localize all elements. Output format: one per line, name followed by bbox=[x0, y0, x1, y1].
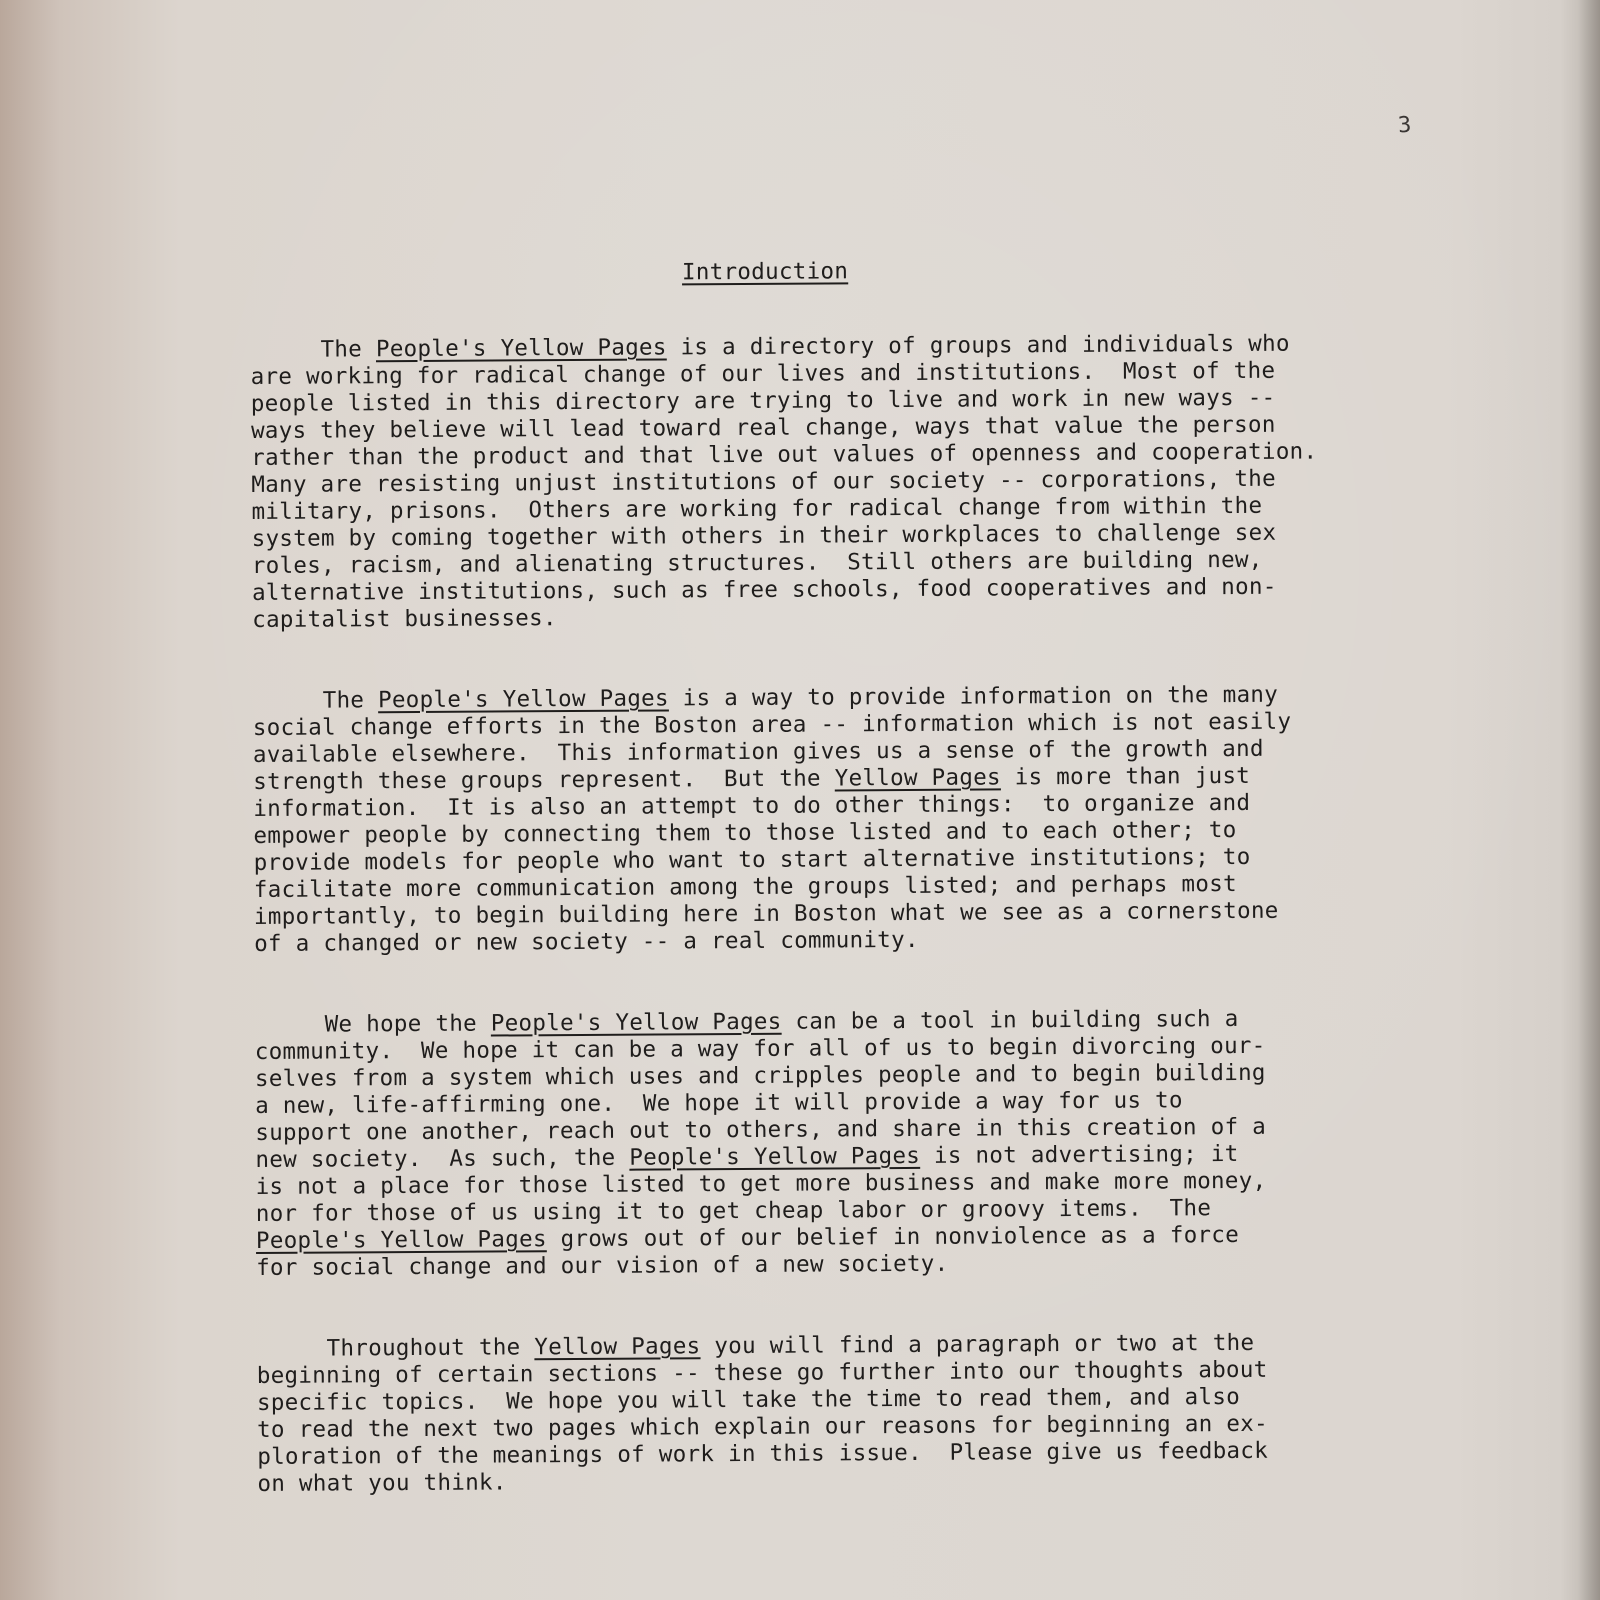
text-run: support one another, reach out to others, and share in this creation of a bbox=[255, 1113, 1267, 1146]
text-run: We hope the bbox=[324, 1010, 491, 1038]
text-run: is not a place for those listed to get more business and make more money, bbox=[255, 1167, 1267, 1200]
text-run: provide models for people who want to start alternative institutions; to bbox=[253, 843, 1251, 876]
text-run: ways they believe will lead toward real change, ways that value the person bbox=[250, 411, 1276, 444]
text-run: capitalist businesses. bbox=[252, 605, 557, 633]
text-run: can be a tool in building such a bbox=[781, 1005, 1239, 1035]
underlined-title: Yellow Pages bbox=[834, 764, 1001, 792]
text-run: ploration of the meanings of work in this issue. Please give us feedback bbox=[257, 1437, 1269, 1470]
text-run: Many are resisting unjust institutions of our society -- corporations, the bbox=[251, 465, 1277, 498]
underlined-title: People's Yellow Pages bbox=[375, 334, 667, 363]
paragraph bbox=[255, 1005, 1327, 1282]
text-run: grows out of our belief in nonviolence as a force bbox=[546, 1221, 1240, 1253]
text-line bbox=[252, 600, 1322, 634]
text-run: on what you think. bbox=[257, 1469, 507, 1497]
text-run: community. We hope it can be a way for all of us to begin divorcing our- bbox=[254, 1032, 1266, 1065]
text-run: empower people by connecting them to those listed and to each other; to bbox=[253, 816, 1237, 849]
underlined-title: People's Yellow Pages bbox=[377, 685, 669, 714]
text-run: to read the next two pages which explain our reasons for beginning an ex- bbox=[257, 1410, 1268, 1443]
underlined-title: Yellow Pages bbox=[534, 1333, 701, 1361]
text-run: people listed in this directory are trying to live and work in new ways -- bbox=[250, 384, 1276, 417]
text-run: facilitate more communication among the groups listed; and perhaps most bbox=[253, 870, 1237, 903]
text-run: available elsewhere. This information gives us a sense of the growth and bbox=[252, 735, 1264, 768]
text-run: are working for radical change of our lives and institutions. Most of the bbox=[250, 357, 1276, 390]
text-run: specific topics. We hope you will take the time to read them, and also bbox=[256, 1383, 1241, 1416]
underlined-title: People's Yellow Pages bbox=[255, 1226, 547, 1254]
paragraph bbox=[257, 1329, 1328, 1498]
text-run: selves from a system which uses and cripples people and to begin building bbox=[254, 1059, 1266, 1092]
text-run: alternative institutions, such as free schools, food cooperatives and non- bbox=[251, 573, 1277, 606]
underlined-title: People's Yellow Pages bbox=[490, 1008, 782, 1037]
text-run: importantly, to begin building here in Boston what we see as a cornerstone bbox=[253, 897, 1279, 930]
text-run: is more than just bbox=[1000, 762, 1251, 791]
text-run: social change efforts in the Boston area -- information which is not easily bbox=[252, 708, 1292, 741]
text-run: is a directory of groups and individuals who bbox=[666, 330, 1290, 361]
body-text bbox=[250, 330, 1327, 1498]
text-run: Throughout the bbox=[326, 1334, 535, 1362]
text-run: information. It is also an attempt to do other things: to organize and bbox=[253, 789, 1251, 822]
text-line bbox=[256, 1248, 1326, 1282]
text-run: The bbox=[320, 336, 377, 363]
page-title: Introduction bbox=[681, 258, 849, 286]
text-run: strength these groups represent. But the bbox=[253, 765, 835, 795]
text-run: you will find a paragraph or two at the bbox=[700, 1329, 1255, 1360]
text-run: is a way to provide information on the many bbox=[668, 681, 1279, 712]
text-run: The bbox=[322, 687, 379, 714]
text-run: new society. As such, the bbox=[255, 1144, 630, 1173]
paragraph bbox=[250, 330, 1322, 634]
text-run: nor for those of us using it to get cheap labor or groovy items. The bbox=[255, 1195, 1212, 1227]
page-edge-shadow bbox=[1578, 0, 1600, 1600]
text-run: for social change and our vision of a new society. bbox=[256, 1250, 949, 1281]
text-run: beginning of certain sections -- these go further into our thoughts about bbox=[256, 1356, 1268, 1389]
text-run: roles, racism, and alienating structures. Still others are building new, bbox=[251, 546, 1263, 579]
text-line bbox=[257, 1464, 1327, 1498]
text-run: rather than the product and that live out values of openness and cooperation. bbox=[251, 438, 1318, 471]
document-page bbox=[250, 255, 1328, 1552]
paragraph bbox=[253, 681, 1325, 958]
text-run: of a changed or new society -- a real community. bbox=[254, 926, 919, 957]
text-run: military, prisons. Others are working for radical change from within the bbox=[251, 492, 1263, 525]
text-run: a new, life-affirming one. We hope it will provide a way for us to bbox=[255, 1087, 1183, 1119]
underlined-title: People's Yellow Pages bbox=[629, 1142, 921, 1171]
text-run: system by coming together with others in their workplaces to challenge sex bbox=[251, 519, 1277, 552]
text-run: is not advertising; it bbox=[920, 1140, 1239, 1169]
text-line bbox=[254, 924, 1324, 958]
page-number: 3 bbox=[1397, 112, 1413, 139]
heading-wrapper bbox=[250, 256, 1280, 289]
